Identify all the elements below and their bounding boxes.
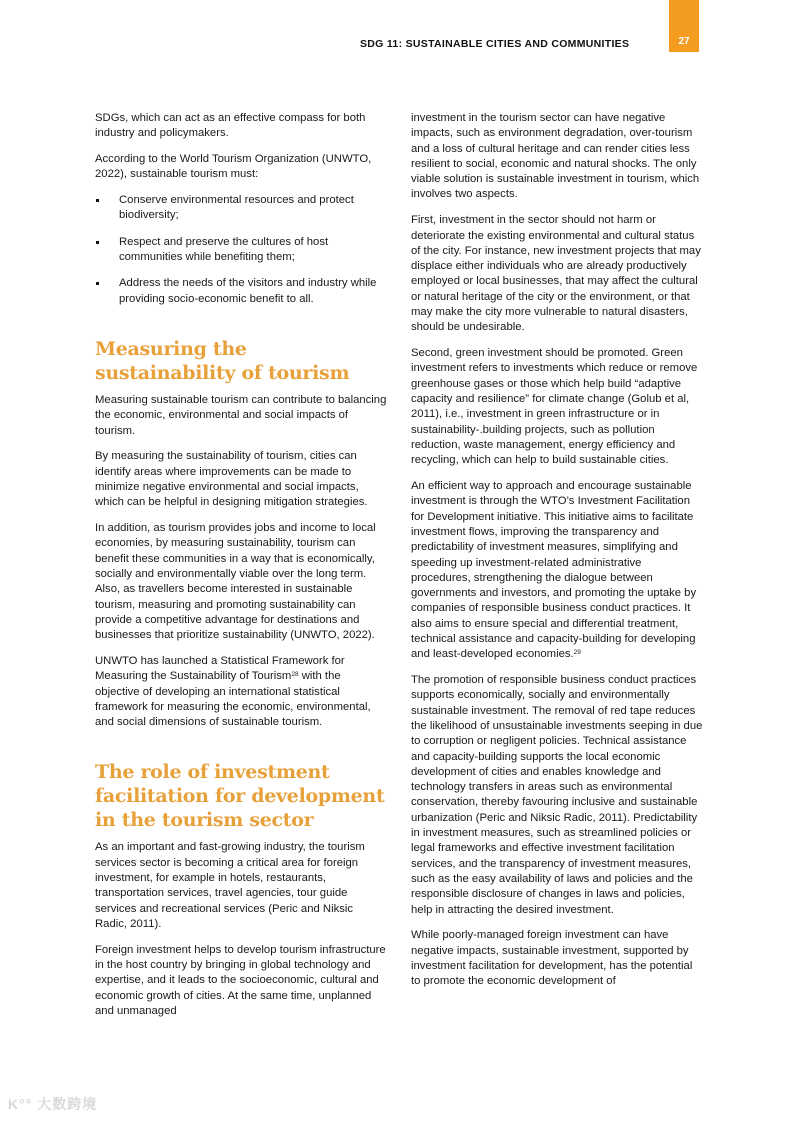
section-heading-measuring: Measuring the sustainability of tourism [95,337,350,384]
page-number: 27 [678,36,690,47]
paragraph: investment in the tourism sector can have negative impacts, such as environment degradation, over-tourism and a loss of cultural heritage and can render cities less resilient to social, economic and natural shocks. The only viable solution is sustainable investment in tourism, which involves two aspects. [411,112,700,201]
paragraph: While poorly-managed foreign investment can have negative impacts, sustainable investment, supported by investment facilitation for development, has the potential to promote the economic development of [411,929,693,988]
watermark-logo: K°° 大数跨境 [8,1096,98,1112]
paragraph: Measuring sustainable tourism can contribute to balancing the economic, environmental and social impacts of tourism. [95,393,387,437]
paragraph: As an important and fast-growing industry, the tourism services sector is becoming a critical area for foreign investment, for example in hotels, restaurants, transportation services, travel agencies, tour guide services and recreational services (Peric and Niksic Radic, 2011). [95,841,365,930]
right-column [411,111,703,1000]
bullet-item: Conserve environmental resources and protect biodiversity; [95,193,387,224]
footnote-ref[interactable]: 28 [291,671,299,679]
paragraph: By measuring the sustainability of tourism, cities can identify areas where improvements can be made to minimize negative environmental and social impacts, which can be helpful in designing mitigation strategies. [95,450,368,509]
running-header: SDG 11: SUSTAINABLE CITIES AND COMMUNITIES [360,38,630,50]
paragraph: According to the World Tourism Organization (UNWTO, 2022), sustainable tourism must: [95,153,372,181]
paragraph: SDGs, which can act as an effective compass for both industry and policymakers. [95,112,366,140]
paragraph: In addition, as tourism provides jobs and income to local economies, by measuring sustainability, tourism can benefit these communities in a way that is economically, socially and environmentally viable over the long term. Also, as travellers become interested in sustainable tourism, measuring and promoting sustainability can provide a competitive advantage for destinations and businesses that prioritize sustainability (UNWTO, 2022). [95,522,376,642]
section-heading-investment: The role of investment facilitation for development in the tourism sector [95,761,385,832]
bullet-item: Respect and preserve the cultures of host communities while benefiting them; [95,235,387,266]
bullet-item: Address the needs of the visitors and industry while providing socio-economic benefit to all. [95,276,387,307]
paragraph: The promotion of responsible business conduct practices supports economically, socially and environmentally sustainable investment. The removal of red tape reduces the likelihood of unsustainable investments seeping in due to corruption or negligent policies. Technical assistance and capacity-building supports the local economic development of cities and enables knowledge and technology transfers in areas such as environmental conservation, thereby favouring inclusive and sustainable urbanization (Peric and Niksic Radic, 2011). Predictability in investment measures, such as streamlined policies or legal frameworks and effective investment facilitation services, and the transparency of investment measures, such as the easy availability of laws and policies and the responsible disclosure of changes in laws and policies, help in attracting the desired investment. [411,674,703,916]
left-column [95,111,387,1030]
footnote-ref[interactable]: 29 [573,649,581,657]
paragraph: An efficient way to approach and encourage sustainable investment is through the WTO’s Investment Facilitation for Development initiative. This initiative aims to facilitate investment flows, improving the transparency and predictability of investment measures, simplifying and speeding up investment-related administrative procedures, strengthening the dialogue between governments and investors, and promoting the uptake by companies of responsible business conduct practices. It also aims to ensure special and differential treatment, technical assistance and capacity-building for developing and least-developed economies.$^{29}$ [411,480,697,661]
bullet-list [95,193,387,307]
paragraph: First, investment in the sector should not harm or deteriorate the existing environmental and cultural status of the city. For instance, new investment projects that may displace either individuals who are already productively employed or local businesses, that may affect the cultural or natural heritage of the city or the environment, or that may make the city more vulnerable to natural disasters, should be undesirable. [411,214,701,334]
paragraph: Second, green investment should be promoted. Green investment refers to investments which reduce or remove greenhouse gases or those which help build “adaptive capacity and resilience” for climate change (Golub et al, 2011), i.e., investment in green infrastructure or in sustainability-.building projects, such as pollution reduction, waste management, energy efficiency and recycling, which can help to build sustainable cities. [411,347,698,467]
paragraph: UNWTO has launched a Statistical Framework for Measuring the Sustainability of Tourism$^{28}$ with the objective of developing an international statistical framework for measuring the economic, environmental, and social dimensions of sustainable tourism. [95,654,371,729]
page-number-tab [669,0,699,52]
paragraph: Foreign investment helps to develop tourism infrastructure in the host country by bringing in global technology and expertise, and it leads to the socioeconomic, cultural and economic growth of cities. At the same time, unplanned and unmanaged [95,943,386,1017]
